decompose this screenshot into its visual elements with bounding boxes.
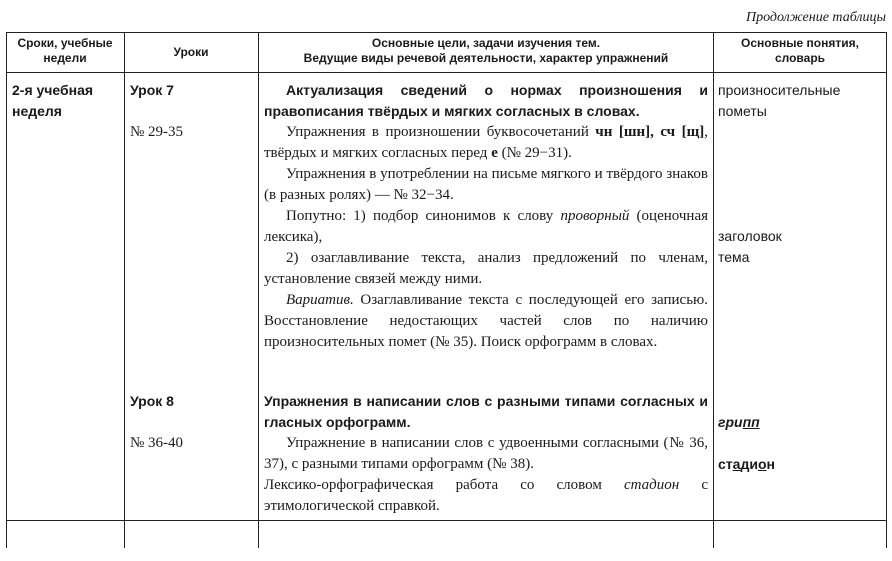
letter-e: е [491,145,498,161]
text-fragment: Попутно: 1) подбор синонимов к слову [286,208,561,224]
concept-heading: заголовок [718,228,782,244]
keyword: стадион [624,477,680,493]
lesson-8-title: Урок 8 [130,393,174,409]
col-border-left [6,32,7,548]
word-part-underlined: а [732,456,741,472]
word-part: ди [740,456,758,472]
lesson-7-description [264,80,708,353]
word-part-underlined: о [757,456,767,472]
lesson-7-numbers: № 29-35 [130,124,184,140]
col-border-right [886,32,887,548]
header-goals-line1: Основные цели, задачи изучения тем. [371,36,601,50]
lesson-8-exercise-1: Упражнение в написании слов с удвоенными согласными (№ 36, 37), с разными типами орфограмм (№ 38). [264,435,708,472]
lesson-7-extra-2: 2) озаглавливание текста, анализ предложений по членам, установление связей между ними. [264,250,708,287]
col-border-2 [258,32,259,548]
lesson-7-goal: Актуализация сведений о нормах произношения и правописания твёрдых и мягких согласных в словах. [264,82,708,119]
keyword: проворный [560,208,630,224]
header-bottom-border [6,72,886,73]
concept-topic: тема [718,249,750,265]
text-fragment: Лексико-орфографическая работа со словом [264,477,624,493]
lesson-8-numbers: № 36-40 [130,435,184,451]
header-lessons: Уроки [173,45,209,59]
text-fragment: Озаглавливание текста с последующей его записью. Восстановление недостающих частей слов по наличию произносительных помет (№ 35). Поиск орфограмм в словах. [264,292,708,350]
header-goals-line2: Ведущие виды речевой деятельности, характер упражнений [303,51,669,65]
lesson-7-title: Урок 7 [130,82,174,98]
lesson-7-exercise-1 [264,122,708,164]
header-weeks: Сроки, учебные недели [17,36,113,65]
text-fragment: (оценочная лексика), [264,208,708,245]
table-caption: Продолжение таблицы [745,10,886,25]
row-divider [6,520,886,521]
vocab-word-gripp [718,412,760,433]
text-fragment: (№ 29−31). [497,145,572,161]
concept-pronunciation-marks: произносительные пометы [718,82,841,119]
header-goals [262,36,710,66]
col-border-1 [124,32,125,548]
letter-combinations: чн [шн], сч [щ] [595,124,705,140]
lesson-8-description [264,391,708,517]
text-fragment: с этимологической справкой. [264,477,708,514]
word-part-underlined: пп [742,414,760,430]
table-top-border [6,32,886,33]
lesson-7-extra-1 [264,206,708,248]
vocab-word-stadion [718,454,775,475]
week-label: 2-я учебная неделя [12,82,94,119]
lesson-7-exercise-2: Упражнения в употреблении на письме мягкого и твёрдого знаков (в разных ролях) — № 32−34. [264,166,708,203]
lesson-8-exercise-2 [264,475,708,517]
word-part: н [766,456,775,472]
text-fragment: , твёрдых и мягких согласных перед [264,124,708,161]
text-fragment: Упражнения в произношении буквосочетаний [286,124,596,140]
lesson-8-goal: Упражнения в написании слов с разными типами согласных и гласных орфограмм. [264,393,708,430]
word-part: гри [718,414,743,430]
word-part: ст [718,456,733,472]
variative-label: Вариатив. [286,292,354,308]
header-concepts: Основные понятия, словарь [741,36,859,65]
col-border-3 [713,32,714,548]
lesson-7-variative [264,290,708,353]
